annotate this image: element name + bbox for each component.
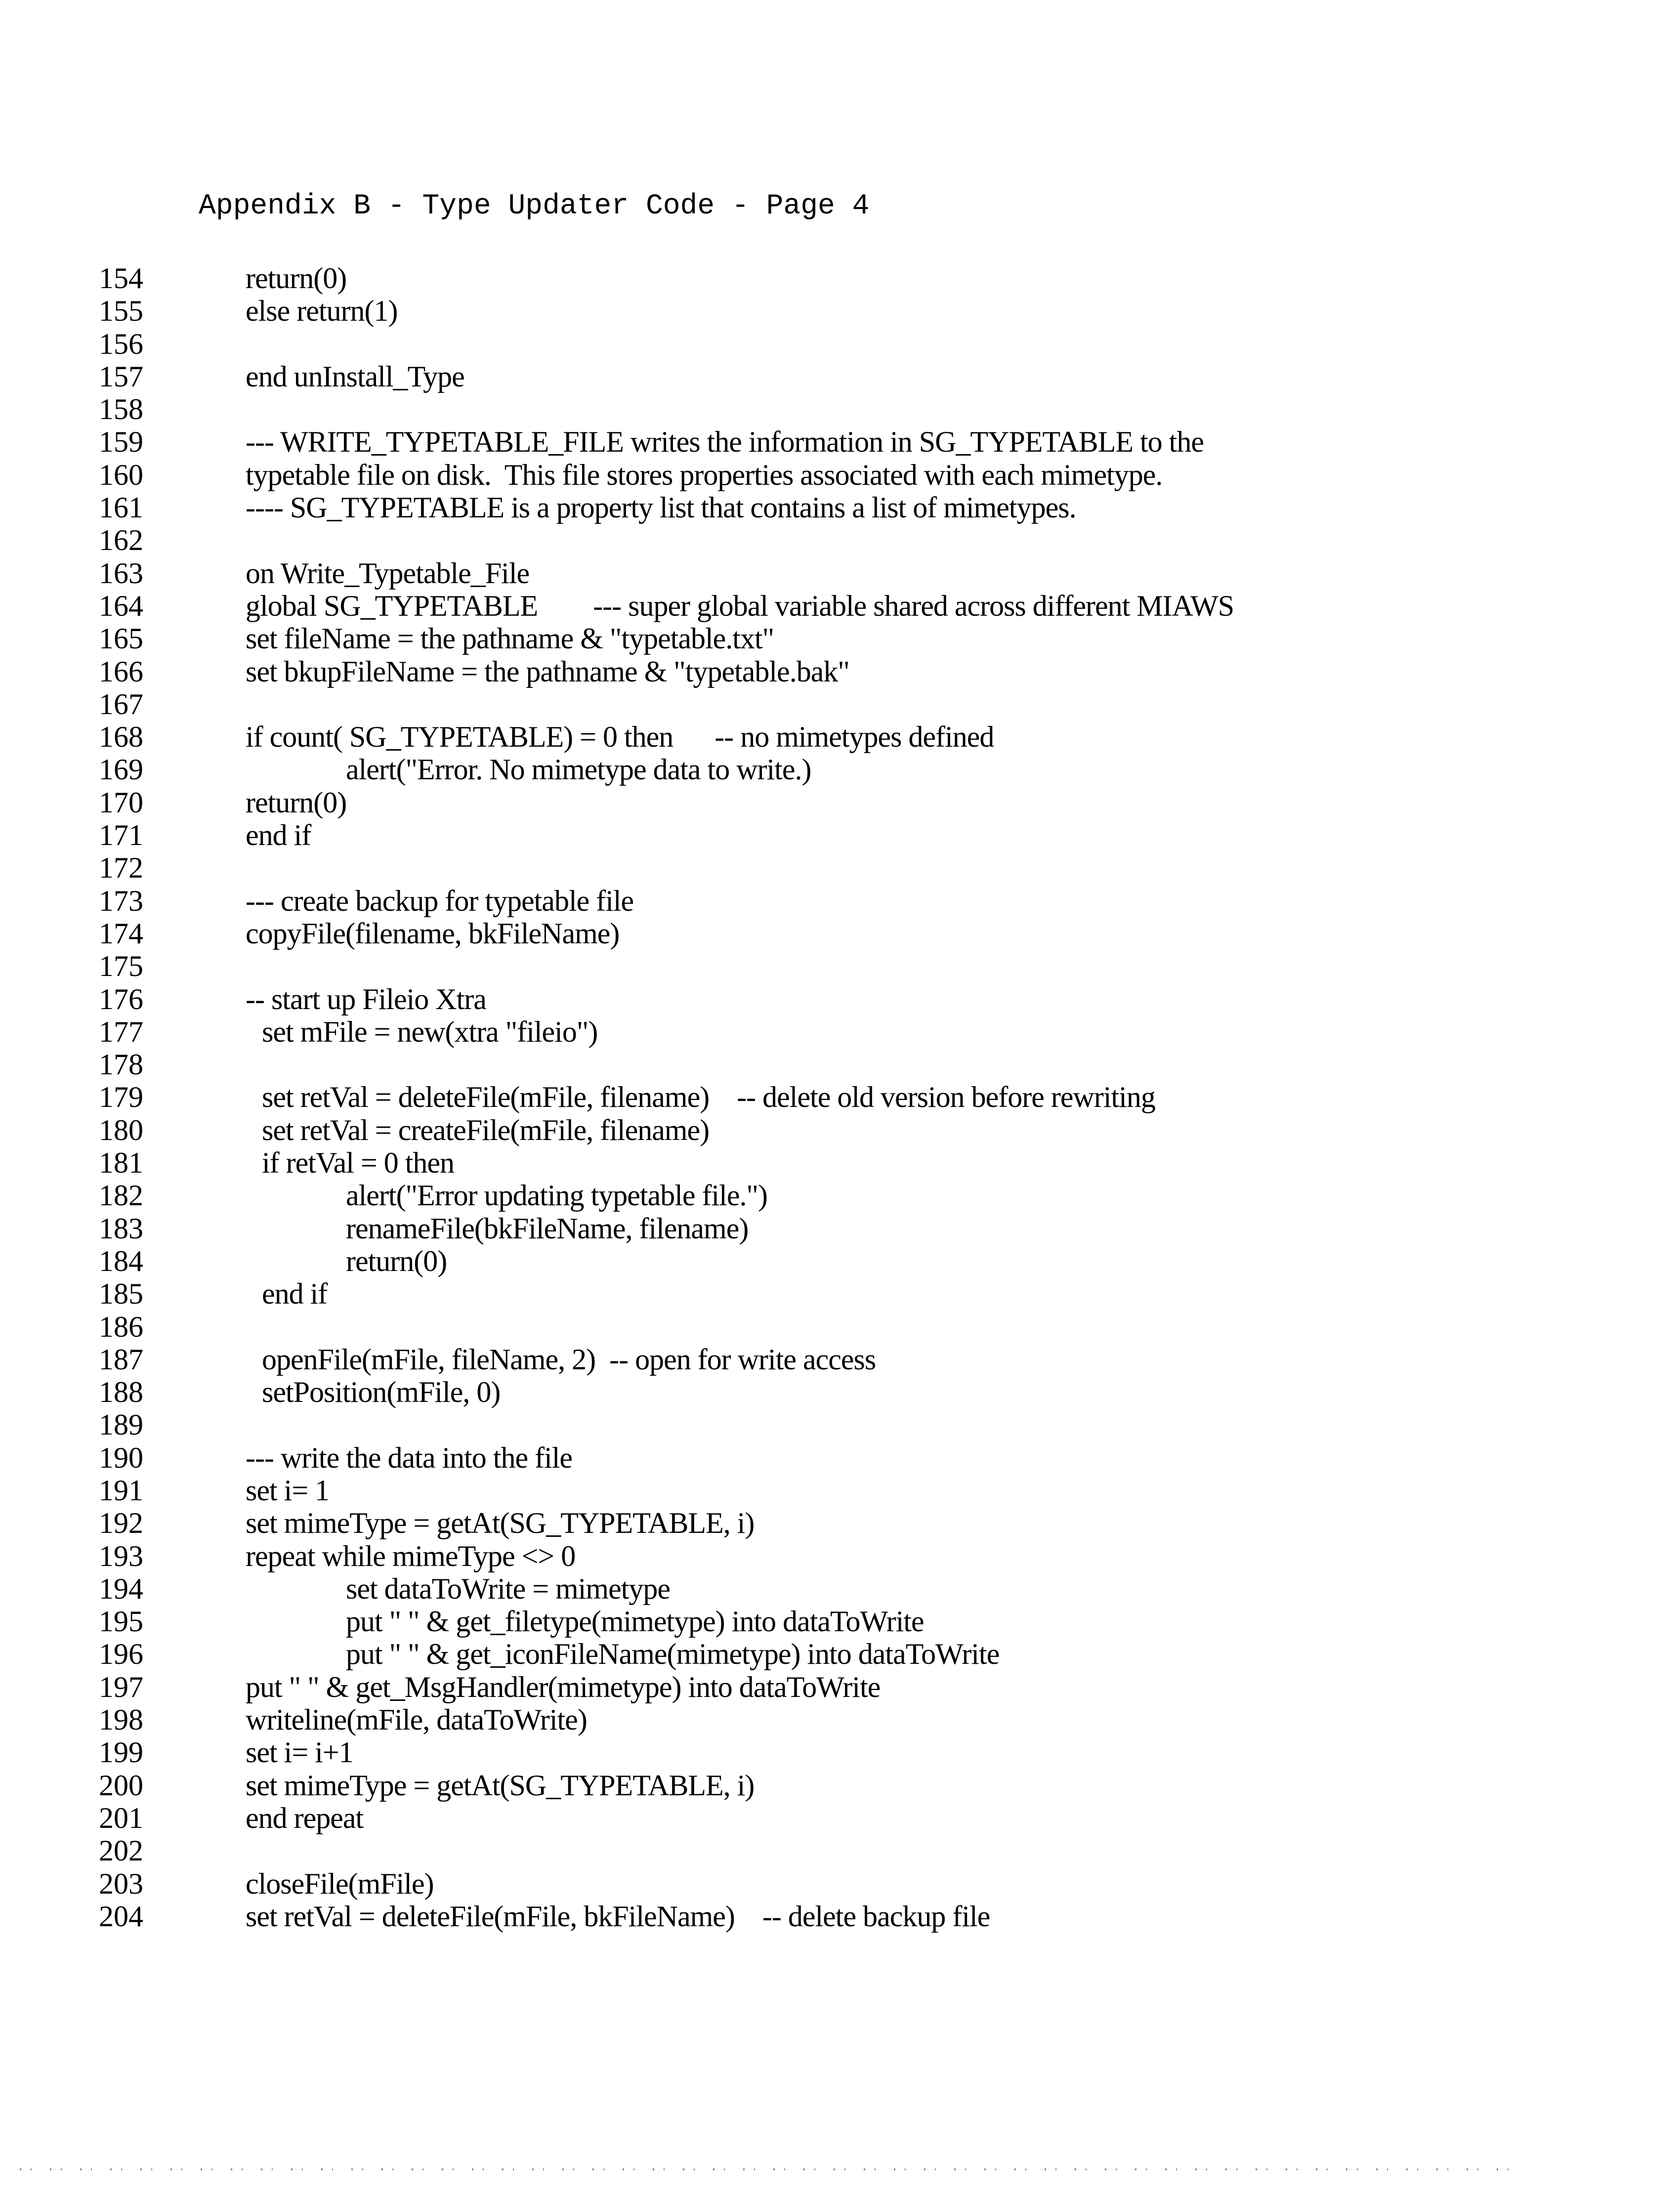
line-number: 202 [99,1834,143,1867]
line-number: 200 [99,1769,143,1802]
code-line [0,1507,1680,1539]
code-line [0,1900,1680,1933]
code-line [0,425,1680,458]
line-number: 166 [99,655,143,688]
code-line [0,295,1680,327]
code-line [0,1179,1680,1212]
line-number: 180 [99,1113,143,1146]
line-code-text: put " " & get_filetype(mimetype) into dataToWrite [346,1605,924,1638]
line-code-text: --- write the data into the file [246,1441,573,1474]
code-line [0,819,1680,851]
line-number: 188 [99,1376,143,1409]
line-code-text: set i= i+1 [246,1736,353,1769]
line-number: 189 [99,1408,143,1441]
line-number: 168 [99,720,143,754]
line-code-text: put " " & get_iconFileName(mimetype) into dataToWrite [346,1638,1000,1671]
code-line [0,557,1680,590]
line-number: 169 [99,753,143,786]
line-number: 154 [99,262,143,295]
code-line [0,1343,1680,1376]
line-number: 191 [99,1474,143,1507]
line-number: 170 [99,786,143,819]
line-number: 183 [99,1212,143,1245]
line-number: 161 [99,491,143,524]
code-line [0,983,1680,1015]
line-number: 173 [99,884,143,917]
line-number: 179 [99,1081,143,1114]
line-number: 156 [99,327,143,360]
code-line [0,655,1680,688]
line-code-text: set retVal = deleteFile(mFile, filename) -- delete old version before rewriting [262,1081,1155,1114]
line-code-text: closeFile(mFile) [246,1867,434,1900]
line-number: 171 [99,819,143,852]
code-line [0,360,1680,393]
line-code-text: renameFile(bkFileName, filename) [346,1212,749,1245]
line-code-text: writeline(mFile, dataToWrite) [246,1703,587,1736]
line-number: 198 [99,1703,143,1736]
line-number: 195 [99,1605,143,1638]
code-line [0,720,1680,753]
code-line [0,590,1680,622]
line-number: 162 [99,524,143,557]
line-code-text: setPosition(mFile, 0) [262,1376,501,1409]
line-code-text: set mimeType = getAt(SG_TYPETABLE, i) [246,1507,755,1540]
code-line [0,1311,1680,1343]
code-line [0,262,1680,295]
line-code-text: if count( SG_TYPETABLE) = 0 then -- no mimetypes defined [246,720,994,754]
line-number: 186 [99,1310,143,1343]
line-code-text: return(0) [346,1244,447,1277]
line-code-text: alert("Error updating typetable file.") [346,1179,767,1212]
code-line [0,1671,1680,1703]
code-line [0,1605,1680,1638]
line-code-text: set fileName = the pathname & "typetable.txt" [246,622,774,655]
code-line [0,753,1680,786]
code-line [0,1212,1680,1245]
scan-artifact-bottom-edge [20,2168,1527,2170]
line-number: 157 [99,360,143,393]
page-header-title: Appendix B - Type Updater Code - Page 4 [199,190,870,222]
code-line [0,1015,1680,1048]
line-number: 158 [99,393,143,426]
line-number: 203 [99,1867,143,1900]
line-code-text: return(0) [246,786,347,819]
line-number: 199 [99,1736,143,1769]
scan-artifact-margin [43,877,46,888]
line-code-text: -- start up Fileio Xtra [246,982,486,1015]
line-code-text: set bkupFileName = the pathname & "typetable.bak" [246,655,849,688]
line-number: 201 [99,1801,143,1834]
code-line [0,328,1680,360]
line-code-text: copyFile(filename, bkFileName) [246,917,620,950]
code-line [0,1867,1680,1900]
code-line [0,1736,1680,1769]
code-line [0,1572,1680,1605]
line-number: 194 [99,1572,143,1605]
line-code-text: return(0) [246,262,347,295]
code-line [0,1081,1680,1113]
line-code-text: openFile(mFile, fileName, 2) -- open for write access [262,1343,876,1376]
line-number: 172 [99,851,143,885]
code-line [0,1802,1680,1834]
line-number: 176 [99,982,143,1015]
code-line [0,1474,1680,1507]
line-number: 190 [99,1441,143,1474]
line-code-text: alert("Error. No mimetype data to write.) [346,753,811,786]
code-line [0,459,1680,491]
line-number: 178 [99,1048,143,1081]
line-code-text: end if [262,1277,328,1311]
line-code-text: end if [246,819,311,852]
line-code-text: if retVal = 0 then [262,1146,455,1180]
line-number: 196 [99,1638,143,1671]
code-line [0,622,1680,655]
line-number: 182 [99,1179,143,1212]
line-number: 181 [99,1146,143,1180]
code-line [0,1703,1680,1736]
line-code-text: set i= 1 [246,1474,330,1507]
line-number: 155 [99,295,143,328]
line-number: 177 [99,1015,143,1048]
line-code-text: ---- SG_TYPETABLE is a property list that contains a list of mimetypes. [246,491,1076,524]
code-line [0,786,1680,819]
code-line [0,1834,1680,1867]
line-number: 163 [99,556,143,590]
line-code-text: --- create backup for typetable file [246,884,634,917]
line-number: 165 [99,622,143,655]
line-code-text: set mimeType = getAt(SG_TYPETABLE, i) [246,1769,755,1802]
line-number: 185 [99,1277,143,1311]
line-code-text: set retVal = createFile(mFile, filename) [262,1113,710,1146]
line-code-text: put " " & get_MsgHandler(mimetype) into dataToWrite [246,1670,881,1703]
line-code-text: global SG_TYPETABLE --- super global variable shared across different MIAWS [246,589,1234,622]
code-line [0,1769,1680,1802]
line-number: 192 [99,1507,143,1540]
code-line [0,1114,1680,1146]
line-code-text: end repeat [246,1801,364,1834]
line-number: 159 [99,425,143,459]
line-code-text: --- WRITE_TYPETABLE_FILE writes the information in SG_TYPETABLE to the [246,425,1204,459]
code-line [0,1048,1680,1081]
code-line [0,1146,1680,1179]
line-number: 197 [99,1670,143,1703]
code-line [0,688,1680,720]
code-line [0,917,1680,950]
code-line [0,851,1680,884]
line-number: 184 [99,1244,143,1277]
code-line [0,1408,1680,1441]
code-line [0,950,1680,982]
code-listing [0,262,1680,1933]
code-line [0,1540,1680,1572]
line-code-text: on Write_Typetable_File [246,556,530,590]
line-code-text: set retVal = deleteFile(mFile, bkFileName) -- delete backup file [246,1900,990,1933]
code-line [0,491,1680,524]
line-number: 193 [99,1539,143,1572]
code-line [0,1376,1680,1408]
code-line [0,885,1680,917]
line-number: 187 [99,1343,143,1376]
code-line [0,393,1680,425]
line-number: 174 [99,917,143,950]
code-line [0,524,1680,556]
line-code-text: set mFile = new(xtra "fileio") [262,1015,598,1048]
code-line [0,1245,1680,1277]
line-code-text: set dataToWrite = mimetype [346,1572,671,1605]
line-number: 167 [99,687,143,720]
code-line [0,1441,1680,1474]
code-line [0,1638,1680,1670]
line-code-text: else return(1) [246,295,398,328]
line-code-text: typetable file on disk. This file stores properties associated with each mimetype. [246,458,1163,491]
line-code-text: repeat while mimeType <> 0 [246,1539,576,1572]
code-line [0,1277,1680,1310]
line-number: 175 [99,950,143,983]
line-number: 164 [99,589,143,622]
line-number: 160 [99,458,143,491]
line-number: 204 [99,1900,143,1933]
line-code-text: end unInstall_Type [246,360,464,393]
